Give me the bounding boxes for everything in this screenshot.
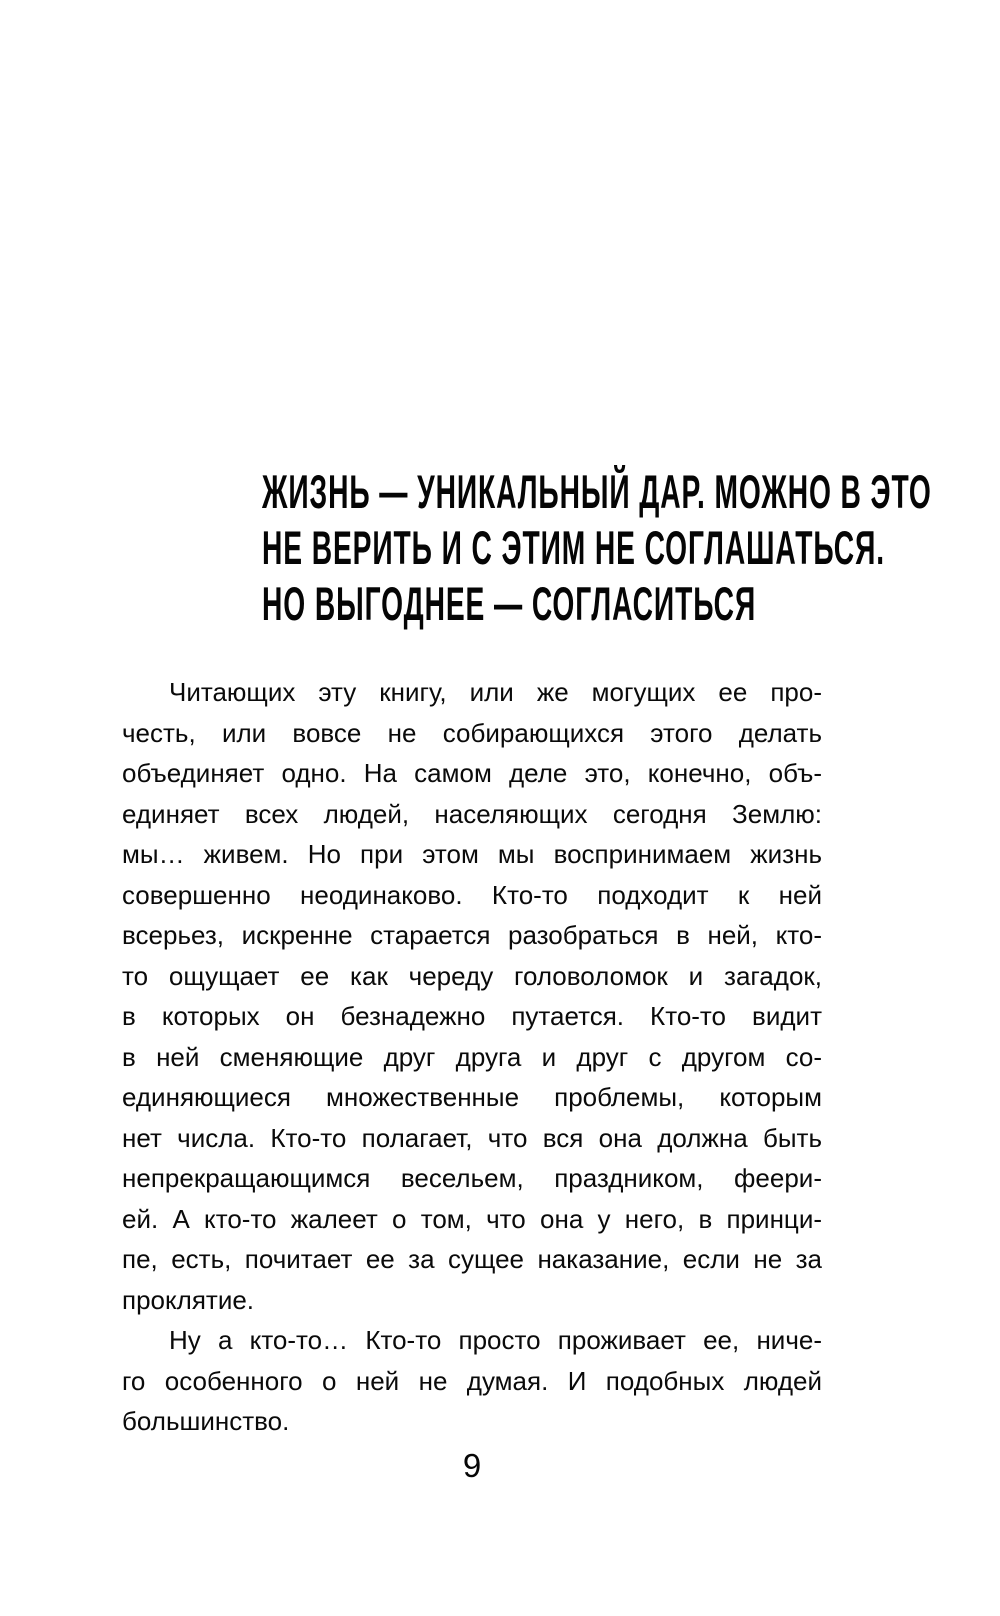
chapter-heading-line: НО ВЫГОДНЕЕ — СОГЛАСИТЬСЯ [262,577,757,630]
body-text-line: совершенно неодинаково. Кто-то подходит к ней [122,879,822,910]
body-text-line: го особенного о ней не думая. И подобных людей [122,1365,822,1396]
body-text-line: непрекращающимся весельем, праздником, феери- [122,1163,822,1193]
body-text-line: ей. А кто-то жалеет о том, что она у него, в принци- [122,1203,822,1234]
page-number: 9 [462,1447,482,1484]
body-text-line: Ну а кто-то… Кто-то просто проживает ее, ниче- [169,1325,822,1355]
page-footer [122,1449,822,1482]
body-text-line: мы… живем. Но при этом мы воспринимаем жизнь [122,839,822,869]
body-text [122,672,822,1442]
body-text-line: большинство. [122,1406,290,1436]
body-text-line: Читающих эту книгу, или же могущих ее про- [169,677,822,707]
body-text-line: честь, или вовсе не собирающихся этого делать [122,717,822,748]
body-text-line: пе, есть, почитает ее за сущее наказание, если не за [122,1244,822,1274]
body-text-line: проклятие. [122,1284,255,1315]
body-text-line: в которых он безнадежно путается. Кто-то видит [122,1001,822,1031]
body-text-line: единяющиеся множественные проблемы, которым [122,1082,822,1112]
chapter-heading [122,464,932,632]
body-text-line: единяет всех людей, населяющих сегодня Землю: [122,798,822,829]
body-text-line: нет числа. Кто-то полагает, что вся она должна быть [122,1122,822,1153]
chapter-heading-line: ЖИЗНЬ — УНИКАЛЬНЫЙ ДАР. МОЖНО В ЭТО [262,465,932,518]
chapter-heading-line: НЕ ВЕРИТЬ И С ЭТИМ НЕ СОГЛАШАТЬСЯ. [262,521,885,574]
body-text-line: то ощущает ее как череду головоломок и загадок, [122,960,822,991]
body-text-line: объединяет одно. На самом деле это, конечно, объ- [122,758,822,788]
body-text-line: всерьез, искренне старается разобраться в ней, кто- [122,920,822,950]
body-text-line: в ней сменяющие друг друга и друг с другом со- [122,1041,822,1072]
